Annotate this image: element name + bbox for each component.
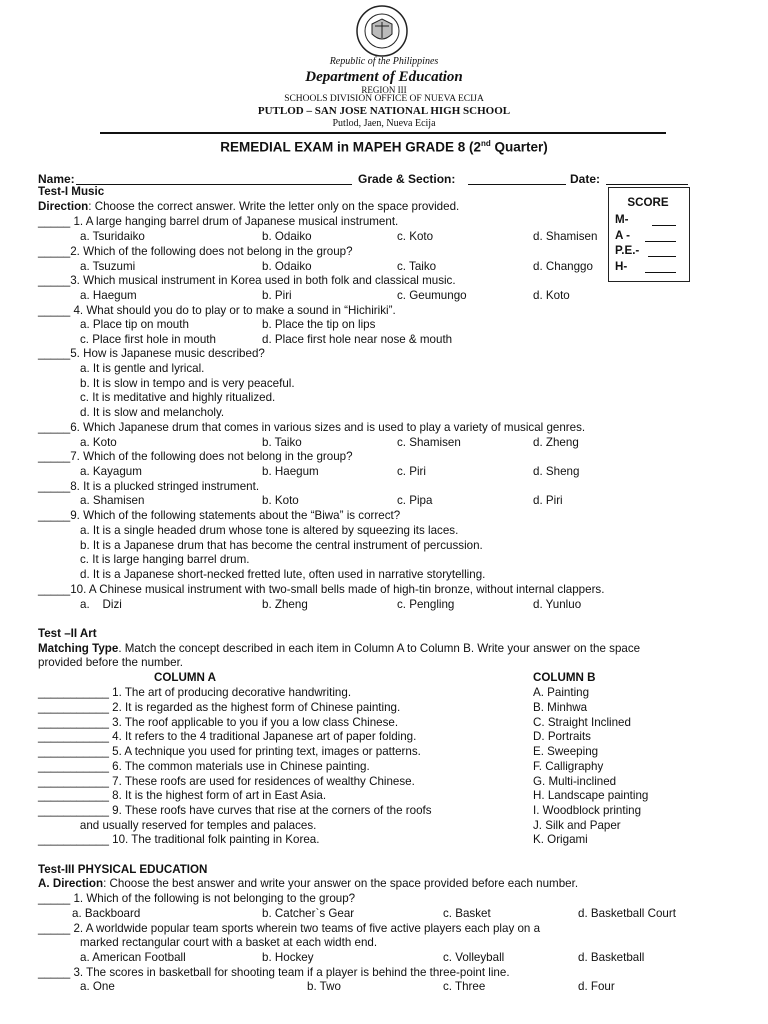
match-option-g: G. Multi-inclined [533,775,617,788]
q4-choice-c: c. Place first hole in mouth [80,333,216,346]
match-option-f: F. Calligraphy [533,760,604,773]
republic-label: Republic of the Philippines [329,56,439,67]
match-item-6: ___________ 6. The common materials use in Chinese painting. [38,760,370,773]
q1-choice-b: b. Odaiko [262,230,312,243]
match-option-j: J. Silk and Paper [533,819,621,832]
q4-choice-a: a. Place tip on mouth [80,318,189,331]
column-b-header: COLUMN B [533,671,596,684]
deped-seal-icon [350,4,414,58]
q5-choice-b: b. It is slow in tempo and is very peaceful. [80,377,295,390]
pe-q2-stem-cont: marked rectangular court with a basket at each width end. [80,936,378,949]
q6-choice-a: a. Koto [80,436,117,449]
q6-choice-d: d. Zheng [533,436,579,449]
name-field[interactable] [76,184,352,185]
match-item-3: ___________ 3. The roof applicable to you if you a low class Chinese. [38,716,399,729]
q2-stem: _____2. Which of the following does not belong in the group? [38,245,353,258]
q10-choice-d: d. Yunluo [533,598,582,611]
test1-heading: Test-I Music [38,185,105,198]
q9-choice-a: a. It is a single headed drum whose tone is altered by squeezing its laces. [80,524,459,537]
score-m: M- [615,213,629,226]
name-label: Name: [38,172,75,186]
q2-choice-a: a. Tsuzumi [80,260,136,273]
score-pe: P.E.- [615,244,640,257]
test1-direction: Direction: Choose the correct answer. Write the letter only on the space provided. [38,200,460,213]
pe-q2-choice-b: b. Hockey [262,951,314,964]
match-item-2: ___________ 2. It is regarded as the highest form of Chinese painting. [38,701,401,714]
q3-choice-c: c. Geumungo [397,289,467,302]
score-pe-field[interactable] [648,256,676,257]
q9-choice-d: d. It is a Japanese short-necked fretted lute, often used in narrative storytelling. [80,568,486,581]
score-a-field[interactable] [645,241,676,242]
q1-stem: _____ 1. A large hanging barrel drum of Japanese musical instrument. [38,215,399,228]
q3-choice-d: d. Koto [533,289,570,302]
q4-stem: _____ 4. What should you do to play or to make a sound in “Hichiriki”. [38,304,396,317]
match-item-9-cont: and usually reserved for temples and palaces. [38,819,317,832]
q7-choice-c: c. Piri [397,465,426,478]
region-label: REGION III [361,85,407,95]
header-divider [100,132,666,134]
match-item-5: ___________ 5. A technique you used for printing text, images or patterns. [38,745,421,758]
q9-choice-c: c. It is large hanging barrel drum. [80,553,250,566]
pe-q2-choice-c: c. Volleyball [443,951,505,964]
score-m-field[interactable] [652,225,676,226]
q9-stem: _____9. Which of the following statements about the “Biwa” is correct? [38,509,401,522]
match-item-9: ___________ 9. These roofs have curves that rise at the corners of the roofs [38,804,432,817]
q10-stem: _____10. A Chinese musical instrument with two-small bells made of high-tin bronze, without internal clappers. [38,583,605,596]
school-name: PUTLOD – SAN JOSE NATIONAL HIGH SCHOOL [257,105,511,117]
test2-direction: Matching Type. Match the concept described in each item in Column A to Column B. Write your answer on the space [38,642,641,655]
pe-q1-choice-c: c. Basket [443,907,491,920]
test2-heading: Test –II Art [38,627,97,640]
q6-choice-b: b. Taiko [262,436,302,449]
match-item-1: ___________ 1. The art of producing decorative handwriting. [38,686,352,699]
pe-q3-choice-c: c. Three [443,980,486,993]
q5-choice-c: c. It is meditative and highly ritualized. [80,391,276,404]
match-option-i: I. Woodblock printing [533,804,642,817]
pe-q1-stem: _____ 1. Which of the following is not belonging to the group? [38,892,356,905]
match-option-k: K. Origami [533,833,588,846]
q2-choice-c: c. Taiko [397,260,437,273]
pe-q3-choice-b: b. Two [307,980,341,993]
q9-choice-b: b. It is a Japanese drum that has become the central instrument of percussion. [80,539,483,552]
pe-q2-choice-a: a. American Football [80,951,186,964]
division-label: SCHOOLS DIVISION OFFICE OF NUEVA ECIJA [284,94,484,104]
q1-choice-d: d. Shamisen [533,230,598,243]
score-h-field[interactable] [645,272,676,273]
match-option-c: C. Straight Inclined [533,716,631,729]
score-a: A - [615,229,631,242]
pe-q1-choice-a: a. Backboard [72,907,141,920]
q7-choice-b: b. Haegum [262,465,319,478]
q8-choice-a: a. Shamisen [80,494,145,507]
pe-q3-choice-d: d. Four [578,980,615,993]
date-label: Date: [570,172,601,186]
score-title: SCORE [627,196,669,209]
date-field[interactable] [606,184,688,185]
match-item-8: ___________ 8. It is the highest form of art in East Asia. [38,789,327,802]
department-label: Department of Education [305,69,463,85]
q3-choice-b: b. Piri [262,289,292,302]
match-item-4: ___________ 4. It refers to the 4 traditional Japanese art of paper folding. [38,730,417,743]
score-h: H- [615,260,628,273]
q7-choice-a: a. Kayagum [80,465,142,478]
q5-choice-d: d. It is slow and melancholy. [80,406,225,419]
q5-stem: _____5. How is Japanese music described? [38,347,265,360]
column-a-header: COLUMN A [154,671,217,684]
q4-choice-d: d. Place first hole near nose & mouth [262,333,453,346]
exam-title: REMEDIAL EXAM in MAPEH GRADE 8 (2nd Quarter) [220,139,548,155]
test3-heading: Test-III PHYSICAL EDUCATION [38,863,208,876]
pe-q1-choice-b: b. Catcher`s Gear [262,907,355,920]
q10-choice-a: a. Dizi [80,598,122,611]
match-option-e: E. Sweeping [533,745,599,758]
pe-q3-choice-a: a. One [80,980,115,993]
q6-choice-c: c. Shamisen [397,436,461,449]
q10-choice-c: c. Pengling [397,598,455,611]
q6-stem: _____6. Which Japanese drum that comes in various sizes and is used to play a variety of musical genres. [38,421,586,434]
q8-choice-b: b. Koto [262,494,299,507]
school-address: Putlod, Jaen, Nueva Ecija [332,118,436,129]
q3-choice-a: a. Haegum [80,289,137,302]
q8-choice-d: d. Piri [533,494,563,507]
test2-direction-cont: provided before the number. [38,656,184,669]
pe-q1-choice-d: d. Basketball Court [578,907,676,920]
q8-choice-c: c. Pipa [397,494,433,507]
match-item-10: ___________ 10. The traditional folk painting in Korea. [38,833,320,846]
match-option-h: H. Landscape painting [533,789,649,802]
test3-direction: A. Direction: Choose the best answer and write your answer on the space provided before each number. [38,877,579,890]
match-option-a: A. Painting [533,686,590,699]
match-option-b: B. Minhwa [533,701,588,714]
q1-choice-a: a. Tsuridaiko [80,230,145,243]
grade-label: Grade & Section: [358,172,456,186]
q10-choice-b: b. Zheng [262,598,308,611]
q3-stem: _____3. Which musical instrument in Korea used in both folk and classical music. [38,274,456,287]
grade-field[interactable] [468,184,566,185]
match-item-7: ___________ 7. These roofs are used for residences of wealthy Chinese. [38,775,415,788]
pe-q2-choice-d: d. Basketball [578,951,645,964]
match-option-d: D. Portraits [533,730,591,743]
q4-choice-b: b. Place the tip on lips [262,318,376,331]
q7-choice-d: d. Sheng [533,465,580,478]
q5-choice-a: a. It is gentle and lyrical. [80,362,205,375]
q7-stem: _____7. Which of the following does not belong in the group? [38,450,353,463]
q2-choice-d: d. Changgo [533,260,593,273]
q8-stem: _____8. It is a plucked stringed instrument. [38,480,260,493]
q2-choice-b: b. Odaiko [262,260,312,273]
pe-q3-stem: _____ 3. The scores in basketball for shooting team if a player is behind the three-point line. [38,966,510,979]
pe-q2-stem: _____ 2. A worldwide popular team sports wherein two teams of five active players each play on a [38,922,541,935]
q1-choice-c: c. Koto [397,230,434,243]
